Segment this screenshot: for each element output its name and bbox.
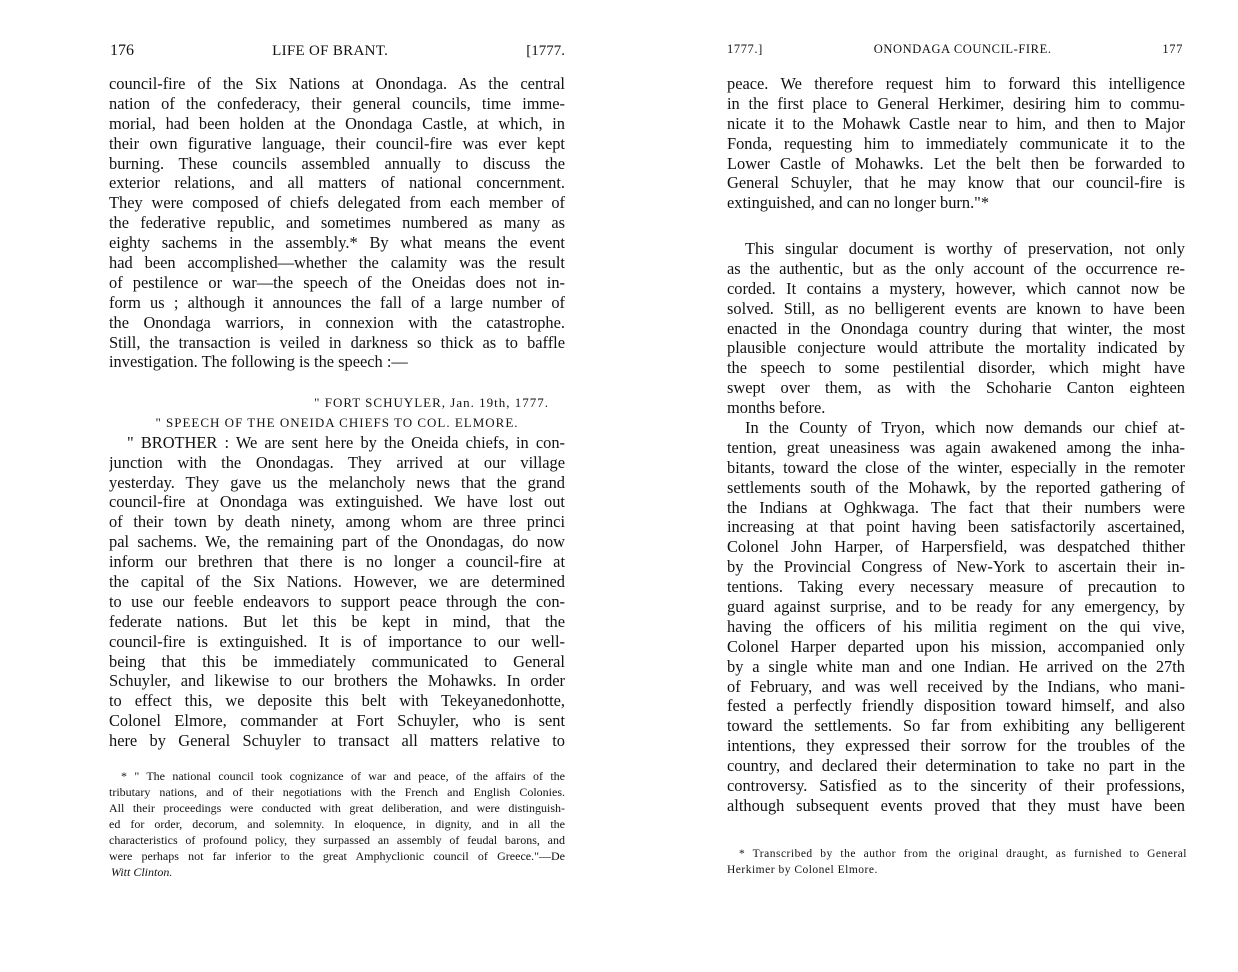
text-line: by the Provincial Congress of New-York to ascertain their in- <box>727 557 1185 577</box>
text-line: their own figurative language, their council-fire was ever kept <box>109 133 565 153</box>
speech-block <box>109 393 565 751</box>
text-line: Still, the transaction is veiled in darkness so thick as to baffle <box>109 332 565 352</box>
text-line: the Onondaga warriors, in connexion with the catastrophe. <box>109 312 565 332</box>
speech-line: Fonda, requesting him to immediately communicate it to the <box>727 133 1185 153</box>
speech-line: Schuyler, and likewise to our brothers the Mohawks. In order <box>109 671 565 691</box>
speech-line: council-fire is extinguished. It is of importance to our well- <box>109 631 565 651</box>
text-line: toward the settlements. So far from exhibiting any belligerent <box>727 716 1185 736</box>
text-line: This singular document is worthy of preservation, not only <box>745 239 1185 258</box>
text-line: although subsequent events proved that they must have been <box>727 795 1185 815</box>
text-line: form us ; although it announces the fall of a large number of <box>109 292 565 312</box>
right-page-header <box>727 42 1183 64</box>
speech-line: pal sachems. We, the remaining part of the Onondagas, do now <box>109 532 565 552</box>
page-number: 177 <box>1162 42 1183 56</box>
text-line: exterior relations, and all matters of national concernment. <box>109 173 565 193</box>
text-line: increasing at that point having been satisfactorily ascertained, <box>727 517 1185 537</box>
speech-line: junction with the Onondagas. They arrived at our village <box>109 452 565 472</box>
text-line: solved. Still, as no belligerent events are known to have been <box>727 298 1185 318</box>
year-marker: 1777.] <box>727 42 763 56</box>
left-body-text <box>109 74 565 372</box>
text-line: investigation. The following is the speech :— <box>109 352 408 372</box>
text-line: morial, had been holden at the Onondaga Castle, at which, in <box>109 113 565 133</box>
speech-line: peace. We therefore request him to forward this intelligence <box>727 74 1185 93</box>
left-footnote <box>109 768 565 880</box>
speech-line: inform our brethren that there is no longer a council-fire at <box>109 552 565 572</box>
text-line: having the officers of his militia regiment on the qui vive, <box>727 616 1185 636</box>
running-title: LIFE OF BRANT. <box>272 43 389 59</box>
footnote-line: characteristics of profound policy, they surpassed an assembly of feudal barons, and <box>109 833 565 847</box>
text-line: bitants, toward the close of the winter, especially in the remoter <box>727 457 1185 477</box>
text-line: plausible conjecture would attribute the mortality indicated by <box>727 338 1185 358</box>
speech-line: nicate it to the Mohawk Castle near to him, and then to Major <box>727 113 1185 133</box>
footnote-line: Herkimer by Colonel Elmore. <box>727 864 878 876</box>
left-page-header <box>110 42 565 64</box>
text-line: by a single white man and one Indian. He arrived on the 27th <box>727 656 1185 676</box>
year-marker: [1777. <box>526 43 565 59</box>
footnote-line: tributary nations, and of their negotiations with the French and English Colonies. <box>109 785 565 799</box>
speech-line: in the first place to General Herkimer, desiring him to commu- <box>727 93 1185 113</box>
speech-line: to use our feeble endeavors to support peace through the con- <box>109 591 565 611</box>
text-line: eighty sachems in the assembly.* By what means the event <box>109 233 565 253</box>
speech-line: to effect this, we deposite this belt with Tekeyanedonhotte, <box>109 691 565 711</box>
speech-line: being that this be immediately communicated to General <box>109 651 565 671</box>
text-line: intentions, they expressed their sorrow for the troubles of the <box>727 736 1185 756</box>
running-title: ONONDAGA COUNCIL-FIRE. <box>873 42 1052 56</box>
speech-line: " BROTHER : We are sent here by the Oneida chiefs, in con- <box>127 432 565 452</box>
speech-line: Lower Castle of Mohawks. Let the belt then be forwarded to <box>727 153 1185 173</box>
speech-heading: " SPEECH OF THE ONEIDA CHIEFS TO COL. ELMORE. <box>155 414 519 430</box>
text-line: country, and declared their determination to take no part in the <box>727 756 1185 776</box>
right-footnote <box>727 846 1187 878</box>
text-line: corded. It contains a mystery, however, which cannot now be <box>727 278 1185 298</box>
speech-line: federate nations. But let this be kept in mind, that the <box>109 611 565 631</box>
text-line: settlements south of the Mohawk, by the reported gathering of <box>727 477 1185 497</box>
text-line: burning. These councils assembled annually to discuss the <box>109 153 565 173</box>
text-line: tention, great uneasiness was again awakened among the inha- <box>727 437 1185 457</box>
paragraph-2 <box>727 418 1185 816</box>
speech-dateline: " FORT SCHUYLER, Jan. 19th, 1777. <box>314 395 549 410</box>
speech-line: of their town by death ninety, among whom are three princi <box>109 512 565 532</box>
footnote-line: Witt Clinton. <box>111 865 173 879</box>
text-line: fested a perfectly friendly disposition toward himself, and also <box>727 696 1185 716</box>
speech-line: the capital of the Six Nations. However, we are determined <box>109 572 565 592</box>
text-line: swept over them, as with the Schoharie Canton eighteen <box>727 378 1185 398</box>
text-line: nation of the confederacy, their general councils, time imme- <box>109 93 565 113</box>
speech-line: General Schuyler, that he may know that our council-fire is <box>727 173 1185 193</box>
footnote-line: * " The national council took cognizance of war and peace, of the affairs of the <box>121 769 565 783</box>
text-line: Colonel Harper departed upon his mission, accompanied only <box>727 636 1185 656</box>
text-line: months before. <box>727 398 826 418</box>
text-line: controversy. Satisfied as to the sincerity of their professions, <box>727 776 1185 796</box>
text-line: enacted in the Onondaga country during that winter, the most <box>727 318 1185 338</box>
speech-line: council-fire at Onondaga was extinguished. We have lost out <box>109 492 565 512</box>
text-line: the Indians at Oghkwaga. The fact that their numbers were <box>727 497 1185 517</box>
paragraph-1 <box>727 239 1185 418</box>
text-line: the federative republic, and sometimes numbered as many as <box>109 213 565 233</box>
text-line: In the County of Tryon, which now demands our chief at- <box>745 418 1185 437</box>
text-line: of pestilence or war—the speech of the Oneidas does not in- <box>109 272 565 292</box>
text-line: guard against surprise, and to be ready for any emergency, by <box>727 597 1185 617</box>
text-line: Colonel John Harper, of Harpersfield, was despatched thither <box>727 537 1185 557</box>
speech-line: Colonel Elmore, commander at Fort Schuyler, who is sent <box>109 711 565 731</box>
speech-continuation <box>727 74 1185 213</box>
footnote-line: ed for order, decorum, and solemnity. In eloquence, in dignity, and in all the <box>109 817 565 831</box>
text-line: as the authentic, but as the only account of the occurrence re- <box>727 258 1185 278</box>
footnote-line: All their proceedings were conducted with great deliberation, and were distinguish- <box>109 801 565 815</box>
footnote-line: were perhaps not far inferior to the great Amphyclionic council of Greece."—De <box>109 849 565 863</box>
footnote-line: * Transcribed by the author from the original draught, as furnished to General <box>739 848 1187 860</box>
text-line: tentions. Taking every necessary measure of precaution to <box>727 577 1185 597</box>
text-line: the speech to some pestilential disorder, which might have <box>727 358 1185 378</box>
speech-line: extinguished, and can no longer burn."* <box>727 193 990 213</box>
text-line: council-fire of the Six Nations at Onondaga. As the central <box>109 74 565 93</box>
right-page <box>619 0 1238 972</box>
page-number: 176 <box>110 42 134 59</box>
text-line: of February, and was well received by the Indians, who mani- <box>727 676 1185 696</box>
speech-line: yesterday. They gave us the melancholy news that the grand <box>109 472 565 492</box>
text-line: They were composed of chiefs delegated from each member of <box>109 193 565 213</box>
speech-line: here by General Schuyler to transact all matters relative to <box>109 731 565 751</box>
text-line: had been accomplished—whether the calamity was the result <box>109 253 565 273</box>
